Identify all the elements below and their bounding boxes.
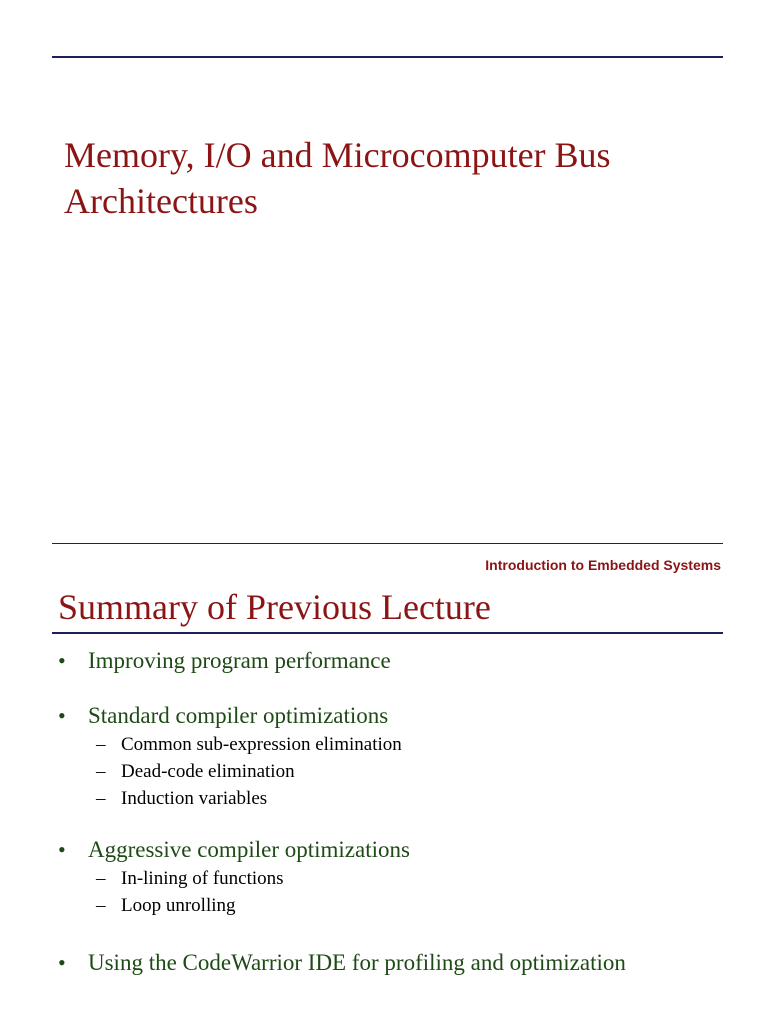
bullet-item [58, 835, 738, 865]
sub-item [58, 758, 738, 785]
dash-icon: – [96, 788, 106, 809]
slide2-top-rule [52, 543, 723, 544]
slide2-course-header: Introduction to Embedded Systems [485, 557, 721, 573]
dash-icon: – [96, 761, 106, 782]
bullet-dot-icon: • [58, 950, 66, 975]
slide1-top-rule [52, 56, 723, 58]
slide1-title [64, 132, 724, 224]
sub-item-text: In-lining of functions [121, 868, 284, 889]
sub-item [58, 892, 738, 919]
sub-item-text: Dead-code elimination [121, 761, 295, 782]
bullet-item [58, 646, 738, 676]
slide1-title-line1: Memory, I/O and Microcomputer Bus [64, 135, 611, 175]
sub-item [58, 785, 738, 812]
dash-icon: – [96, 868, 106, 889]
bullet-item [58, 948, 738, 978]
sub-item-text: Induction variables [121, 788, 268, 809]
bullet-item [58, 701, 738, 731]
sub-item [58, 731, 738, 758]
bullet-text: Improving program performance [88, 648, 391, 673]
slide1-title-line2: Architectures [64, 181, 258, 221]
bullet-text: Using the CodeWarrior IDE for profiling and optimization [88, 950, 626, 975]
bullet-list [58, 646, 738, 978]
dash-icon: – [96, 895, 106, 916]
bullet-dot-icon: • [58, 703, 66, 728]
sub-item-text: Loop unrolling [121, 895, 236, 916]
sub-list [58, 865, 738, 919]
sub-item [58, 865, 738, 892]
bullet-dot-icon: • [58, 648, 66, 673]
slide2-title-rule [52, 632, 723, 634]
dash-icon: – [96, 734, 106, 755]
bullet-text: Standard compiler optimizations [88, 703, 389, 728]
bullet-text: Aggressive compiler optimizations [88, 837, 410, 862]
sub-item-text: Common sub-expression elimination [121, 734, 402, 755]
sub-list [58, 731, 738, 812]
slide2-title: Summary of Previous Lecture [58, 587, 491, 627]
bullet-dot-icon: • [58, 837, 66, 862]
